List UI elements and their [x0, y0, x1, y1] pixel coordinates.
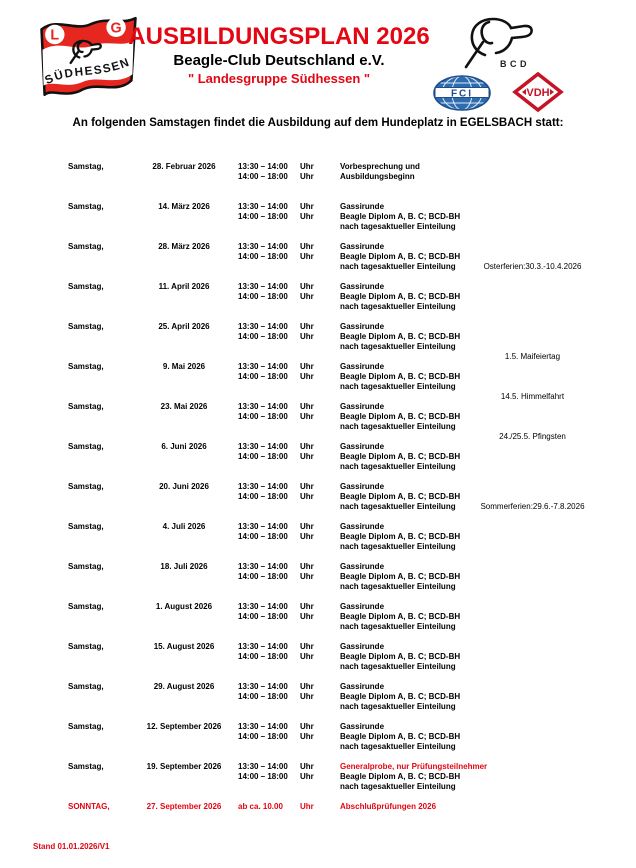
vdh-label: VDH	[526, 87, 550, 99]
uhr-label: Uhr Uhr	[300, 202, 314, 221]
uhr-label: Uhr Uhr	[300, 602, 314, 621]
day-label: Samstag,	[68, 202, 104, 211]
flag-banner-text: SÜDHESSEN	[42, 55, 133, 88]
activity-description: Gassirunde Beagle Diplom A, B. C; BCD-BH nach tagesaktueller Einteilung	[340, 442, 461, 471]
holiday-note: Sommerferien:29.6.-7.8.2026	[480, 502, 585, 511]
holiday-note: 24./25.5. Pfingsten	[499, 432, 566, 441]
day-label: Samstag,	[68, 562, 104, 571]
time-range: 13:30 – 14:00 14:00 – 18:00	[238, 602, 288, 621]
uhr-label: Uhr Uhr	[300, 362, 314, 381]
date-label: 15. August 2026	[153, 642, 215, 651]
date-label: 29. August 2026	[153, 682, 215, 691]
day-label: Samstag,	[68, 242, 104, 251]
activity-description: Gassirunde Beagle Diplom A, B. C; BCD-BH nach tagesaktueller Einteilung	[340, 282, 461, 311]
day-label: Samstag,	[68, 602, 104, 611]
flag-letter-l: L	[50, 27, 60, 44]
uhr-label: Uhr Uhr	[300, 322, 314, 341]
activity-description: Gassirunde Beagle Diplom A, B. C; BCD-BH nach tagesaktueller Einteilung	[340, 482, 461, 511]
time-range: 13:30 – 14:00 14:00 – 18:00	[238, 682, 288, 701]
schedule-row	[68, 242, 608, 272]
uhr-label: Uhr Uhr	[300, 642, 314, 661]
activity-description: Gassirunde Beagle Diplom A, B. C; BCD-BH nach tagesaktueller Einteilung	[340, 522, 461, 551]
date-label: 1. August 2026	[155, 602, 213, 611]
day-label: Samstag,	[68, 322, 104, 331]
fci-label: FCI	[450, 88, 474, 100]
activity-description: Gassirunde Beagle Diplom A, B. C; BCD-BH nach tagesaktueller Einteilung	[340, 402, 461, 431]
time-range: 13:30 – 14:00 14:00 – 18:00	[238, 282, 288, 301]
uhr-label: Uhr Uhr	[300, 482, 314, 501]
flag-letter-g: G	[110, 20, 122, 37]
day-label: Samstag,	[68, 762, 104, 771]
schedule-row	[68, 322, 608, 361]
time-range: 13:30 – 14:00 14:00 – 18:00	[238, 162, 288, 181]
activity-description: Gassirunde Beagle Diplom A, B. C; BCD-BH nach tagesaktueller Einteilung	[340, 562, 461, 591]
time-range: 13:30 – 14:00 14:00 – 18:00	[238, 362, 288, 381]
day-label: Samstag,	[68, 442, 104, 451]
date-label: 11. April 2026	[158, 282, 210, 291]
time-range: 13:30 – 14:00 14:00 – 18:00	[238, 242, 288, 261]
day-label: Samstag,	[68, 282, 104, 291]
page-title: AUSBILDUNGSPLAN 2026	[128, 23, 430, 50]
schedule-row	[68, 802, 608, 812]
uhr-label: Uhr Uhr	[300, 722, 314, 741]
uhr-label: Uhr Uhr	[300, 682, 314, 701]
uhr-label: Uhr	[300, 802, 314, 811]
holiday-note: 14.5. Himmelfahrt	[500, 392, 565, 401]
uhr-label: Uhr Uhr	[300, 242, 314, 261]
day-label: Samstag,	[68, 522, 104, 531]
intro-line: An folgenden Samstagen findet die Ausbildung auf dem Hundeplatz in EGELSBACH statt:	[72, 117, 564, 129]
schedule-row	[68, 722, 608, 752]
activity-description: Gassirunde Beagle Diplom A, B. C; BCD-BH nach tagesaktueller Einteilung	[340, 642, 461, 671]
uhr-label: Uhr Uhr	[300, 762, 314, 781]
activity-description: Gassirunde Beagle Diplom A, B. C; BCD-BH nach tagesaktueller Einteilung	[340, 202, 461, 231]
time-range: ab ca. 10.00	[238, 802, 283, 811]
schedule-row	[68, 762, 608, 792]
schedule-row	[68, 682, 608, 712]
day-label: Samstag,	[68, 482, 104, 491]
uhr-label: Uhr Uhr	[300, 562, 314, 581]
bcd-logo-icon	[455, 14, 535, 72]
day-label: Samstag,	[68, 682, 104, 691]
uhr-label: Uhr Uhr	[300, 402, 314, 421]
date-label: 4. Juli 2026	[162, 522, 206, 531]
time-range: 13:30 – 14:00 14:00 – 18:00	[238, 522, 288, 541]
activity-description: Gassirunde Beagle Diplom A, B. C; BCD-BH nach tagesaktueller Einteilung	[340, 362, 461, 391]
time-range: 13:30 – 14:00 14:00 – 18:00	[238, 722, 288, 741]
date-label: 14. März 2026	[158, 202, 210, 211]
schedule-row	[68, 642, 608, 672]
date-label: 28. Februar 2026	[152, 162, 216, 171]
title-block	[128, 24, 430, 86]
day-label: Samstag,	[68, 162, 104, 171]
schedule-row	[68, 562, 608, 592]
time-range: 13:30 – 14:00 14:00 – 18:00	[238, 482, 288, 501]
uhr-label: Uhr Uhr	[300, 162, 314, 181]
date-label: 6. Juni 2026	[161, 442, 207, 451]
activity-description: Gassirunde Beagle Diplom A, B. C; BCD-BH nach tagesaktueller Einteilung	[340, 242, 461, 271]
activity-description: Generalprobe, nur Prüfungsteilnehmer Beagle Diplom A, B. C; BCD-BH nach tagesaktueller Einteilung	[340, 762, 488, 791]
time-range: 13:30 – 14:00 14:00 – 18:00	[238, 562, 288, 581]
fci-logo-icon	[432, 74, 492, 112]
date-label: 25. April 2026	[158, 322, 210, 331]
date-label: 20. Juni 2026	[159, 482, 209, 491]
schedule-row	[68, 482, 608, 512]
holiday-note: Osterferien:30.3.-10.4.2026	[483, 262, 582, 271]
uhr-label: Uhr Uhr	[300, 522, 314, 541]
club-name: Beagle-Club Deutschland e.V.	[173, 52, 385, 69]
bcd-label: BCD	[500, 59, 530, 69]
schedule-row	[68, 522, 608, 552]
schedule-row	[68, 602, 608, 632]
schedule-row	[68, 202, 608, 232]
vdh-logo-icon	[512, 71, 564, 113]
day-label: Samstag,	[68, 722, 104, 731]
date-label: 9. Mai 2026	[162, 362, 206, 371]
uhr-label: Uhr Uhr	[300, 442, 314, 461]
day-label: Samstag,	[68, 362, 104, 371]
activity-description: Gassirunde Beagle Diplom A, B. C; BCD-BH nach tagesaktueller Einteilung	[340, 722, 461, 751]
day-label: Samstag,	[68, 642, 104, 651]
date-label: 19. September 2026	[146, 762, 222, 771]
activity-description: Gassirunde Beagle Diplom A, B. C; BCD-BH nach tagesaktueller Einteilung	[340, 322, 461, 351]
day-label: SONNTAG,	[68, 802, 110, 811]
schedule-row	[68, 162, 608, 182]
version-stamp: Stand 01.01.2026/V1	[33, 842, 110, 851]
date-label: 27. September 2026	[146, 802, 222, 811]
schedule-body	[68, 162, 608, 812]
day-label: Samstag,	[68, 402, 104, 411]
time-range: 13:30 – 14:00 14:00 – 18:00	[238, 202, 288, 221]
holiday-note: 1.5. Maifeiertag	[504, 352, 561, 361]
schedule-table	[68, 162, 608, 822]
activity-description: Gassirunde Beagle Diplom A, B. C; BCD-BH nach tagesaktueller Einteilung	[340, 682, 461, 711]
time-range: 13:30 – 14:00 14:00 – 18:00	[238, 642, 288, 661]
date-label: 18. Juli 2026	[160, 562, 208, 571]
schedule-row	[68, 402, 608, 441]
landesgruppe-name: " Landesgruppe Südhessen "	[187, 71, 371, 86]
time-range: 13:30 – 14:00 14:00 – 18:00	[238, 322, 288, 341]
activity-description: Gassirunde Beagle Diplom A, B. C; BCD-BH nach tagesaktueller Einteilung	[340, 602, 461, 631]
time-range: 13:30 – 14:00 14:00 – 18:00	[238, 442, 288, 461]
activity-description: Abschlußprüfungen 2026	[340, 802, 437, 811]
schedule-row	[68, 282, 608, 312]
lg-suedhessen-flag-icon	[34, 11, 142, 107]
date-label: 28. März 2026	[158, 242, 210, 251]
uhr-label: Uhr Uhr	[300, 282, 314, 301]
schedule-row	[68, 442, 608, 472]
time-range: 13:30 – 14:00 14:00 – 18:00	[238, 762, 288, 781]
time-range: 13:30 – 14:00 14:00 – 18:00	[238, 402, 288, 421]
date-label: 12. September 2026	[146, 722, 222, 731]
schedule-row	[68, 362, 608, 401]
activity-description: Vorbesprechung und Ausbildungsbeginn	[340, 162, 420, 181]
date-label: 23. Mai 2026	[160, 402, 208, 411]
